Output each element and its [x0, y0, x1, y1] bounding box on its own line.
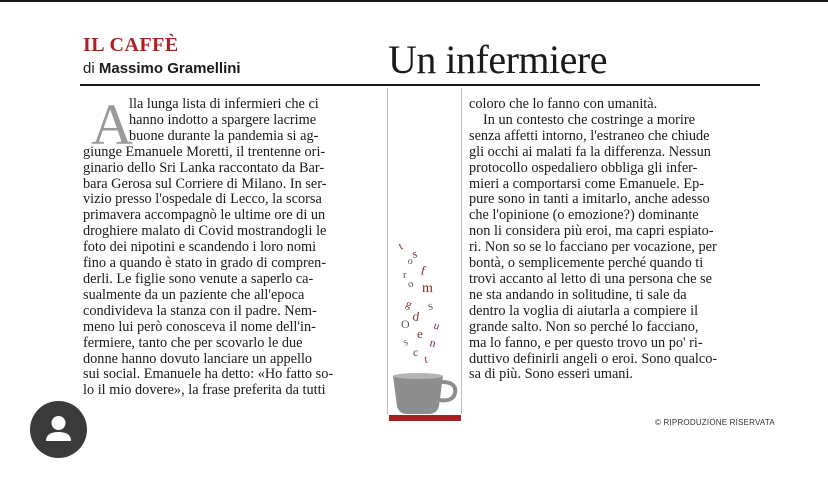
text-line: non li considera più eroi, ma capri espiato-	[469, 223, 714, 240]
text-line: bara Gerosa sul Corriere di Milano. In ser-	[83, 175, 327, 192]
svg-text:e: e	[417, 326, 423, 341]
author-name: Massimo Gramellini	[98, 60, 241, 77]
article-title: Un infermiere	[388, 37, 607, 82]
byline-prefix: di	[83, 60, 95, 77]
divider-left	[387, 88, 388, 414]
text-line: bontà, o semplicemente perché quando ti	[469, 255, 704, 272]
text-line: fino a quando è stato in grado di compren-	[83, 255, 326, 272]
text-line: buone durante la pandemia si ag-	[129, 127, 319, 144]
text-line: hanno indotto a spargere lacrime	[129, 111, 317, 128]
accent-bar	[389, 415, 461, 421]
avatar[interactable]	[30, 401, 87, 458]
svg-text:u: u	[431, 319, 442, 333]
text-line: In un contesto che costringe a morire	[483, 111, 695, 128]
text-line: duttivo definirli angeli o eroi. Sono qualco-	[469, 350, 718, 367]
coffee-cup-icon	[387, 88, 462, 423]
svg-text:c: c	[413, 345, 419, 359]
coffee-illustration	[387, 88, 462, 423]
byline	[83, 60, 241, 77]
text-line: primavera accompagnò le ultime ore di un	[83, 207, 326, 224]
text-line: trovi accanto al letto di una persona che se	[469, 270, 712, 287]
header-divider	[80, 84, 760, 86]
text-line: sui social. Emanuele ha detto: «Ho fatto so-	[83, 366, 334, 383]
svg-text:O: O	[401, 317, 410, 331]
svg-text:s: s	[411, 246, 419, 261]
text-line: ne sta andando in solitudine, ti sale da	[469, 286, 687, 303]
text-line: meno lui però conosceva il nome dell'in-	[83, 318, 316, 335]
svg-text:t: t	[396, 240, 406, 253]
text-line: foto dei nipotini e scandendo i loro nomi	[83, 239, 317, 256]
text-line: senza affetti intorno, l'estraneo che chiude	[469, 127, 710, 144]
svg-text:g: g	[403, 297, 414, 312]
text-line: donne hanno dovuto lanciare un appello	[83, 350, 313, 367]
svg-text:d: d	[411, 308, 421, 325]
text-line: lo il mio dovere», la frase preferita da tutti	[83, 382, 326, 399]
svg-text:o: o	[405, 277, 416, 291]
text-line: pure sono in tanti a imitarlo, anche adesso	[469, 191, 710, 208]
text-line: sualmente da un paziente che all'epoca	[83, 286, 305, 303]
svg-text:r: r	[403, 270, 407, 281]
text-line: condivideva la stanza con il padre. Nem-	[83, 302, 317, 319]
svg-text:s: s	[401, 336, 411, 349]
text-line: giunge Emanuele Moretti, il trentenne ori-	[83, 143, 326, 160]
text-line: dentro la voglia di aiutarla a compiere il	[469, 302, 699, 319]
article-column-left	[83, 92, 377, 399]
text-line: protocollo ospedaliero obbliga gli infer-	[469, 159, 698, 176]
svg-text:o: o	[405, 255, 415, 268]
text-line: lla lunga lista di infermieri che ci	[129, 96, 319, 112]
text-line: gli occhi ai malati fa la differenza. Nessun	[469, 143, 711, 160]
user-icon	[30, 401, 87, 458]
svg-text:m: m	[422, 281, 433, 296]
text-line: ginario dello Sri Lanka raccontato da Bar-	[83, 159, 325, 176]
text-line: ri. Non so se lo facciano per vocazione, per	[469, 239, 717, 256]
text-line: che l'opinione (o emozione?) dominante	[469, 207, 699, 224]
svg-text:n: n	[428, 335, 438, 351]
svg-text:f: f	[419, 262, 428, 279]
column-rubric: IL CAFFÈ	[83, 34, 179, 56]
text-line: grande salto. Non so perché lo facciano,	[469, 318, 699, 335]
article-column-right	[469, 97, 761, 383]
text-line: sa di più. Sono esseri umani.	[469, 366, 634, 383]
svg-text:t: t	[423, 353, 429, 366]
text-line: coloro che lo fanno con umanità.	[469, 96, 658, 112]
svg-text:s: s	[426, 298, 435, 313]
drop-cap: A	[91, 92, 133, 157]
text-line: ma lo fanno, e per questo trovo un po' ri-	[469, 334, 703, 351]
text-line: fermiere, tanto che per scovarlo le due	[83, 334, 303, 351]
copyright-notice: © RIPRODUZIONE RISERVATA	[655, 418, 775, 427]
text-line: droghiere malato di Covid mostrandogli le	[83, 223, 327, 240]
text-line: derli. Le figlie sono venute a saperlo ca-	[83, 270, 314, 287]
divider-right	[461, 88, 462, 414]
text-line: mieri a comportarsi come Emanuele. Ep-	[469, 175, 705, 192]
text-line: vizio presso l'ospedale di Lecco, la scorsa	[83, 191, 322, 208]
top-border	[0, 0, 828, 2]
